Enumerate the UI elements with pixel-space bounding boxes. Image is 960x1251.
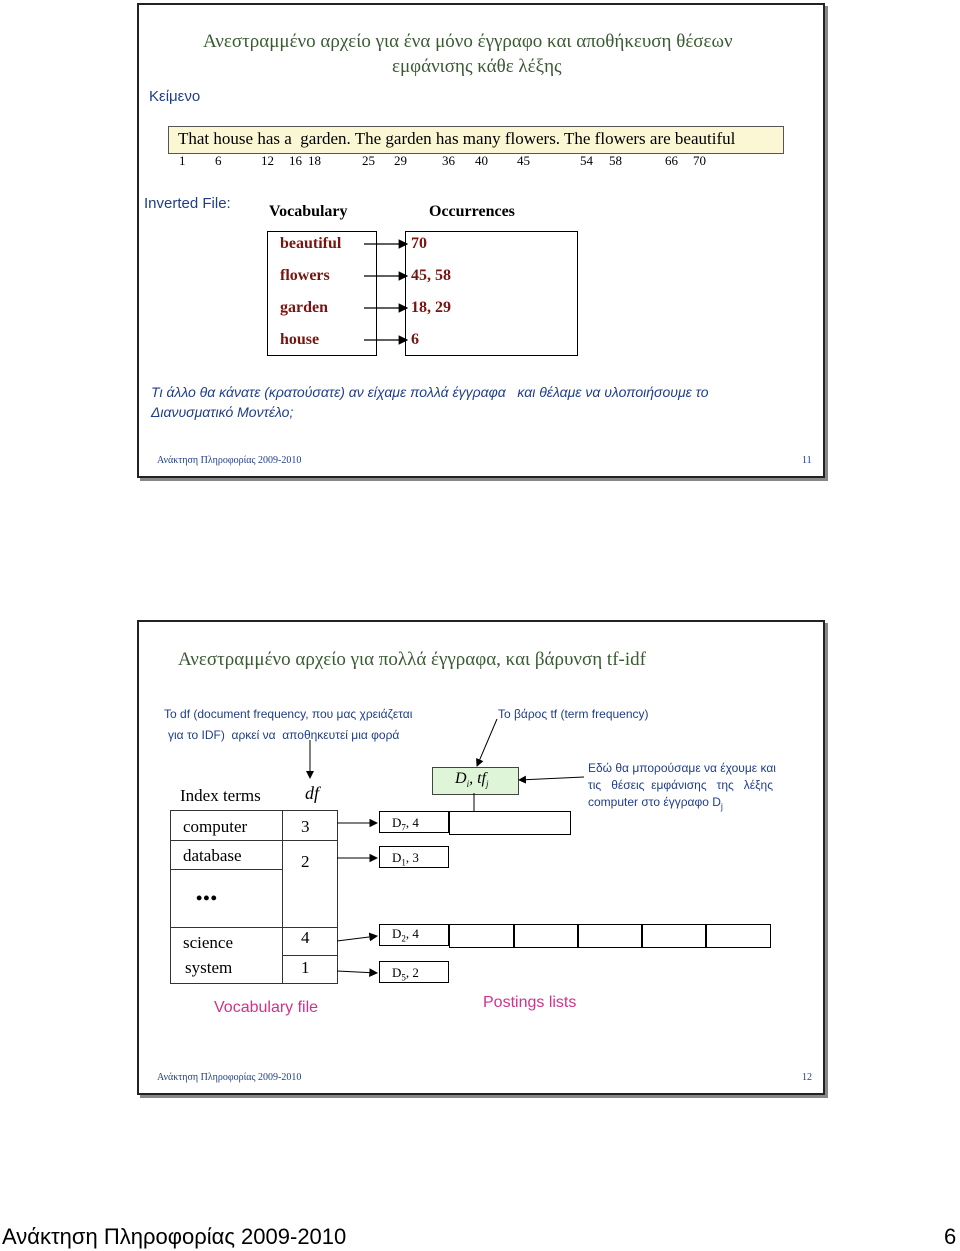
- position-number: 16: [289, 153, 302, 168]
- ellipsis: •••: [196, 888, 218, 908]
- vocabulary-file-label: Vocabulary file: [214, 999, 319, 1016]
- doc-tf-label: $D_i$, $tf_j$: [455, 770, 489, 790]
- position-number: 1: [179, 153, 186, 168]
- df-value: 3: [301, 817, 310, 836]
- df-note-line1: Το df (document frequency, που μας χρειάζεται: [164, 707, 413, 721]
- df-header: df: [305, 783, 320, 803]
- position-number: 45: [517, 153, 530, 168]
- page-number: 6: [944, 1224, 957, 1249]
- slide-11: [137, 3, 825, 478]
- occurrence-list: 6: [411, 331, 419, 348]
- position-number: 36: [442, 153, 455, 168]
- pointer-arrow: [337, 936, 377, 941]
- tf-note: Το βάρος tf (term frequency): [498, 707, 649, 721]
- note-arrow: [519, 777, 584, 780]
- occurrences-header: Occurrences: [429, 203, 515, 220]
- index-terms-header: Index terms: [180, 786, 261, 805]
- term-computer: computer: [183, 817, 248, 836]
- page-footer-title: Ανάκτηση Πληροφορίας 2009-2010: [2, 1224, 347, 1249]
- occurrence-list: 45, 58: [411, 267, 451, 284]
- df-value: 4: [301, 928, 310, 947]
- position-number: 40: [475, 153, 488, 168]
- position-number: 25: [362, 153, 375, 168]
- slide-title: Ανεστραμμένο αρχείο για πολλά έγγραφα, και βάρυνση tf-idf: [178, 649, 646, 670]
- position-number: 18: [308, 153, 321, 168]
- inverted-file-label: Inverted File:: [144, 195, 231, 212]
- slide-footer: Ανάκτηση Πληροφορίας 2009-2010: [157, 1072, 302, 1083]
- occurrence-list: 18, 29: [411, 299, 451, 316]
- right-note-line1: Εδώ θα μπορούσαμε να έχουμε και: [588, 761, 776, 775]
- position-number: 12: [261, 153, 274, 168]
- vocab-term: house: [280, 331, 320, 348]
- posting-cell-first: $D_2$, 4: [379, 924, 449, 946]
- occurrence-list: 70: [411, 235, 427, 252]
- position-number: 6: [215, 153, 222, 168]
- question-line1: Τι άλλο θα κάνατε (κρατούσατε) αν είχαμε πολλά έγγραφα και θέλαμε να υλοποιήσουμε το: [151, 384, 709, 400]
- position-number: 66: [665, 153, 678, 168]
- slide-number: 12: [802, 1072, 812, 1083]
- slide-footer: Ανάκτηση Πληροφορίας 2009-2010: [157, 455, 302, 466]
- postings-lists-label: Postings lists: [483, 994, 577, 1011]
- slide-title-line2: εμφάνισης κάθε λέξης: [392, 56, 562, 77]
- connector-arrows: [139, 622, 823, 1093]
- term-science: science: [183, 933, 234, 952]
- df-value: 2: [301, 852, 310, 871]
- right-note-line3: computer στο έγγραφο $D_j$: [588, 795, 723, 812]
- vocabulary-header: Vocabulary: [269, 203, 348, 220]
- slide-title-line1: Ανεστραμμένο αρχείο για ένα μόνο έγγραφο και αποθήκευση θέσεων: [203, 31, 733, 52]
- slide-number: 11: [802, 455, 812, 466]
- position-number: 58: [609, 153, 622, 168]
- position-number: 70: [693, 153, 706, 168]
- position-number: 29: [394, 153, 407, 168]
- posting-cell-first: $D_1$, 3: [379, 846, 449, 868]
- note-arrow: [477, 719, 497, 766]
- term-system: system: [185, 958, 233, 977]
- posting-cell-first: $D_5$, 2: [379, 961, 449, 983]
- question-line2: Διανυσματικό Μοντέλο;: [151, 404, 294, 420]
- df-value: 1: [301, 958, 310, 977]
- slide-12: [137, 620, 825, 1095]
- df-note-line2: για το IDF) αρκεί να αποθηκευτεί μια φορά: [168, 728, 400, 742]
- vocab-term: garden: [280, 299, 328, 316]
- vocab-term: beautiful: [280, 235, 342, 252]
- text-label: Κείμενο: [149, 88, 201, 105]
- pointer-arrow: [337, 971, 377, 973]
- sentence-text: That house has a garden. The garden has many flowers. The flowers are beautiful: [178, 129, 736, 148]
- term-database: database: [183, 846, 242, 865]
- position-number: 54: [580, 153, 593, 168]
- vocab-term: flowers: [280, 267, 330, 284]
- posting-cell-first: $D_7$, 4: [379, 811, 449, 833]
- right-note-line2: τις θέσεις εμφάνισης της λέξης: [588, 778, 773, 792]
